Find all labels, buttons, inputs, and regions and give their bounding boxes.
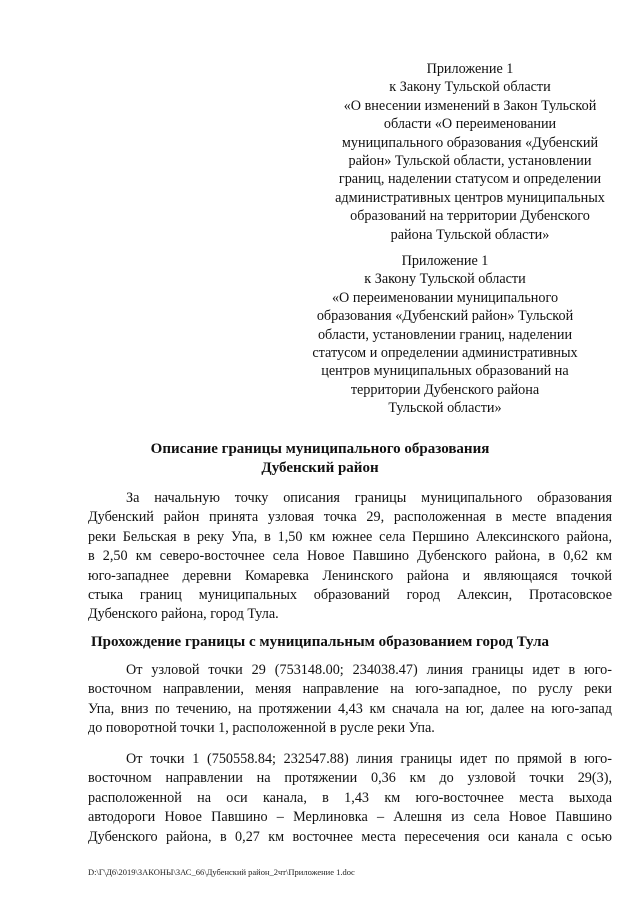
appendix-line: образования «Дубенский район» Тульской	[316, 308, 574, 325]
appendix-line: области «О переименовании	[383, 116, 557, 133]
appendix-line: границ, наделении статусом и определении	[338, 171, 602, 188]
appendix-line: «О внесении изменений в Закон Тульской	[343, 97, 597, 114]
paragraph-line: реки Бельская в реку Упа, в 1,50 км южнее села Першино Алексинского района,	[88, 528, 612, 545]
paragraph-line: автодороги Новое Павшино – Мерлиновка – Алешня из села Новое Павшино	[88, 809, 612, 826]
appendix-line: Тульской области»	[388, 400, 502, 417]
appendix-line: территории Дубенского района	[350, 381, 540, 398]
appendix-line: административных центров муниципальных	[335, 189, 605, 206]
paragraph-line: От точки 1 (750558.84; 232547.88) линия границы идет по прямой в юго-	[126, 751, 612, 767]
paragraph-line: стыка границ муниципальных образований город Алексин, Протасовское	[88, 586, 612, 603]
paragraph-line: восточном направлении, меняя направление на юго-западное, по руслу реки	[88, 681, 612, 698]
paragraph-line: За начальную точку описания границы муниципального образования	[126, 490, 612, 506]
appendix-line: образований на территории Дубенского	[350, 208, 590, 225]
appendix-header-original	[300, 252, 590, 418]
section-heading: Прохождение границы с муниципальным образованием город Тула	[90, 634, 550, 650]
paragraph-line: Дубенского района, город Тула.	[88, 606, 279, 623]
paragraph-line: юго-западнее деревни Комаревка Ленинского района и являющаяся точкой	[88, 567, 612, 584]
point-1-paragraph	[88, 750, 612, 847]
paragraph-line: Дубенского района, в 0,27 км восточнее места пересечения оси канала с осью	[88, 828, 612, 845]
paragraph-line: От узловой точки 29 (753148.00; 234038.47) линия границы идет в юго-	[126, 662, 612, 678]
appendix-line: района Тульской области»	[390, 226, 550, 243]
appendix-line: муниципального образования «Дубенский	[341, 134, 599, 151]
appendix-line: к Закону Тульской области	[389, 79, 551, 96]
file-path-footer: D:\Г\Д6\2019\ЗАКОНЫ\ЗАС_66\Дубенский район_2чт\Приложение 1.doc	[88, 867, 355, 877]
appendix-line: Приложение 1	[401, 253, 489, 269]
point-29-paragraph	[88, 661, 612, 739]
appendix-line: «О переименовании муниципального	[331, 289, 559, 306]
appendix-line: центров муниципальных образований на	[321, 363, 569, 380]
paragraph-line: до поворотной точки 1, расположенной в русле реки Упа.	[88, 720, 435, 737]
intro-paragraph	[88, 489, 612, 625]
paragraph-line: Дубенский район принята узловая точка 29, расположенная в месте впадения	[88, 509, 612, 526]
paragraph-line: в 2,50 км северо-восточнее села Новое Павшино Дубенского района, в 0,62 км	[88, 548, 612, 565]
paragraph-line: расположенной на оси канала, в 1,43 км юго-восточнее места выхода	[88, 789, 612, 806]
appendix-line: статусом и определении административных	[312, 345, 578, 362]
appendix-line: Приложение 1	[426, 61, 514, 77]
appendix-header-current	[325, 60, 615, 244]
appendix-line: к Закону Тульской области	[364, 271, 526, 288]
paragraph-line: Упа, вниз по течению, на протяжении 4,43 км сначала на юг, далее на юго-запад	[88, 700, 612, 717]
title-line: Описание границы муниципального образования	[150, 441, 490, 457]
appendix-line: области, установлении границ, наделении	[317, 326, 573, 343]
appendix-line: район» Тульской области, установлении	[348, 153, 592, 170]
document-title	[60, 440, 580, 478]
title-line: Дубенский район	[261, 460, 379, 476]
paragraph-line: восточном направлении на протяжении 0,36 км до узловой точки 29(3),	[88, 770, 612, 787]
